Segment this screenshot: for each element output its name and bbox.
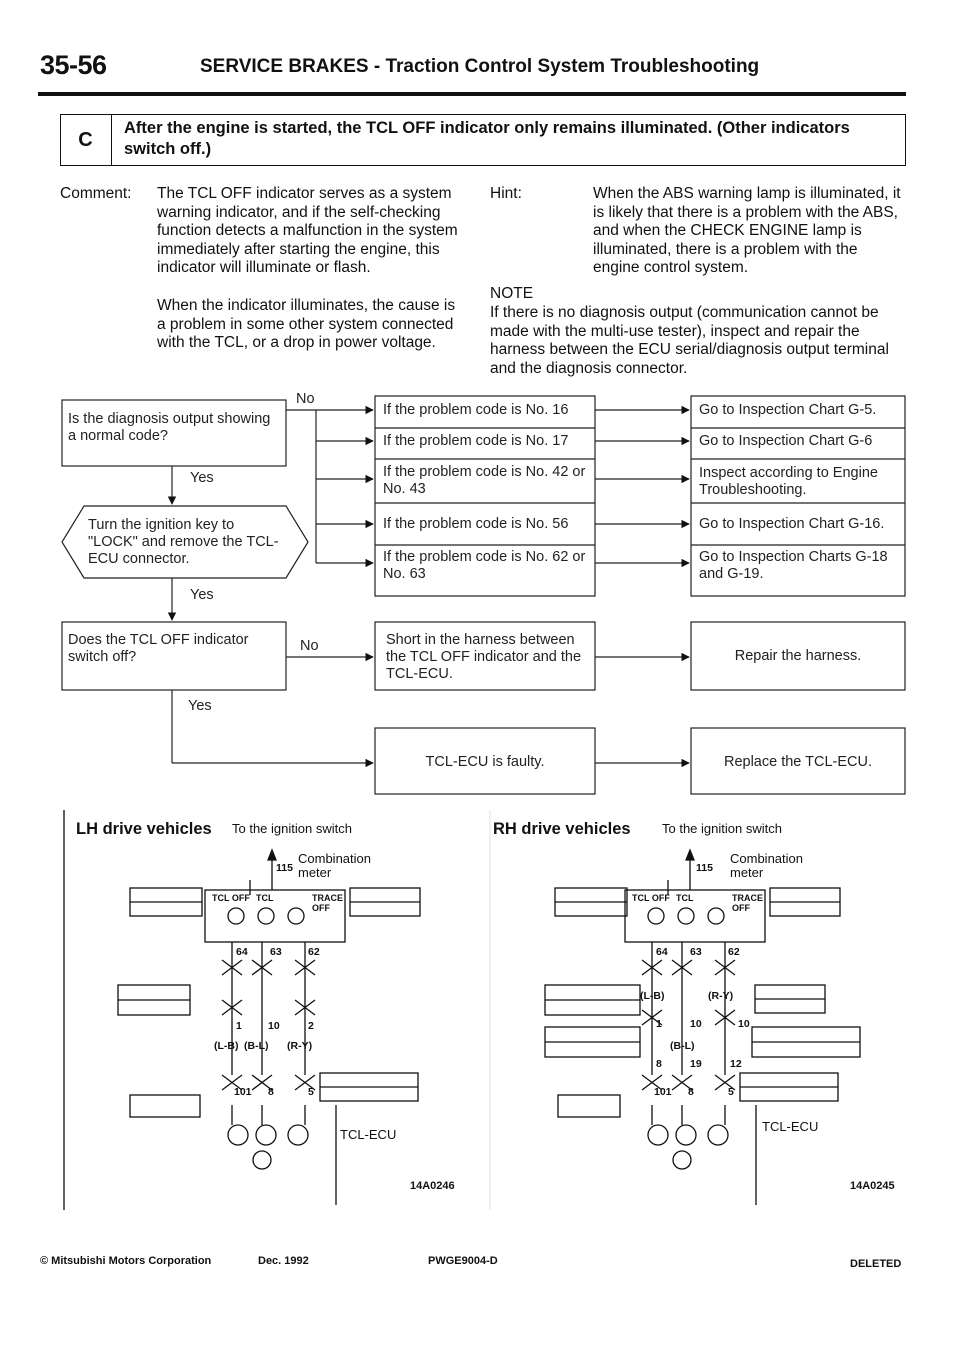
lh-pin-10: 10: [268, 1020, 280, 1032]
yes-label-1: Yes: [190, 470, 214, 486]
comment-label: Comment:: [60, 185, 132, 202]
rh-pin-5: 5: [728, 1086, 734, 1098]
yes-label-3: Yes: [188, 698, 212, 714]
action-engine: Inspect according to Engine Troubleshooting.: [699, 465, 878, 498]
question-2: Does the TCL OFF indicator switch off?: [68, 632, 249, 665]
hint-label: Hint:: [490, 185, 522, 202]
rh-lamp-tcl: TCL: [676, 893, 694, 903]
rh-lamp-tcl-off: TCL OFF: [632, 893, 670, 903]
lh-combination: Combination meter: [298, 851, 371, 880]
hint-text: When the ABS warning lamp is illuminated, it is likely that there is a problem with the ABS, and when the CHECK ENGINE lamp is illuminated, there is a problem with the engine control system.: [593, 185, 901, 276]
rh-wire-lb: (L-B): [640, 990, 665, 1002]
symptom-letter: C: [60, 114, 112, 166]
rh-wiring: [545, 850, 860, 1205]
rh-pin-101: 101: [654, 1086, 672, 1098]
footer-doc-code: PWGE9004-D: [428, 1255, 498, 1267]
code-16: If the problem code is No. 16: [383, 402, 569, 418]
note-label: NOTE: [490, 285, 534, 302]
code-17: If the problem code is No. 17: [383, 433, 569, 449]
rh-figure-code: 14A0245: [850, 1180, 895, 1192]
rh-pin-12: 12: [730, 1058, 742, 1070]
lh-pin-1: 1: [236, 1020, 242, 1032]
code-62-63: If the problem code is No. 62 or No. 63: [383, 549, 586, 582]
lh-ignition: To the ignition switch: [232, 821, 352, 836]
action-g18-g19: Go to Inspection Charts G-18 and G-19.: [699, 549, 888, 582]
lh-ecu-label: TCL-ECU: [340, 1127, 397, 1142]
page-title: SERVICE BRAKES - Traction Control System Troubleshooting: [200, 56, 760, 77]
lh-pin-2: 2: [308, 1020, 314, 1032]
rh-pin-8b: 8: [688, 1086, 694, 1098]
step-2: Turn the ignition key to "LOCK" and remove the TCL-ECU connector.: [88, 517, 279, 567]
rh-ecu-label: TCL-ECU: [762, 1119, 819, 1134]
symptom-text: After the engine is started, the TCL OFF indicator only remains illuminated. (Other indicators switch off.): [124, 119, 850, 158]
repair-text: Repair the harness.: [734, 648, 862, 664]
comment-paragraph-2: When the indicator illuminates, the cause is a problem in some other system connected with the TCL, or a drop in power voltage.: [157, 297, 456, 351]
code-42-43: If the problem code is No. 42 or No. 43: [383, 464, 586, 497]
lh-pin-64: 64: [236, 946, 248, 958]
footer-status: DELETED: [850, 1258, 902, 1270]
lh-lamp-trace-off: TRACE OFF: [312, 893, 343, 913]
rh-pin-115: 115: [696, 862, 713, 874]
lh-figure-code: 14A0246: [410, 1180, 455, 1192]
lh-title: LH drive vehicles: [76, 820, 212, 838]
rh-wire-bl: (B-L): [670, 1040, 695, 1052]
rh-pin-19: 19: [690, 1058, 702, 1070]
rh-pin-10b: 10: [738, 1018, 750, 1030]
rh-title: RH drive vehicles: [493, 820, 631, 838]
lh-wire-lb: (L-B): [214, 1040, 239, 1052]
action-g5: Go to Inspection Chart G-5.: [699, 402, 877, 418]
yes-label-2: Yes: [190, 587, 214, 603]
rh-pin-64: 64: [656, 946, 668, 958]
comment-paragraph-1: The TCL OFF indicator serves as a system warning indicator, and if the self-checking function detects a malfunction in the system immediately after starting the engine, this indicator will illuminate or flash.: [157, 185, 458, 276]
action-g16: Go to Inspection Chart G-16.: [699, 516, 885, 532]
lh-lamp-tcl-off: TCL OFF: [212, 893, 250, 903]
lh-pin-62: 62: [308, 946, 320, 958]
short-text: Short in the harness between the TCL OFF indicator and the TCL-ECU.: [386, 632, 582, 682]
rh-combination: Combination meter: [730, 851, 803, 880]
lh-pin-63: 63: [270, 946, 282, 958]
code-56: If the problem code is No. 56: [383, 516, 569, 532]
lh-lamp-tcl: TCL: [256, 893, 274, 903]
faulty-text: TCL-ECU is faulty.: [425, 754, 545, 770]
lh-pin-8: 8: [268, 1086, 274, 1098]
lh-pin-101: 101: [234, 1086, 252, 1098]
lh-pin-115: 115: [276, 862, 293, 874]
no-label-1: No: [296, 391, 315, 407]
page-number: 35-56: [40, 50, 107, 80]
note-text: If there is no diagnosis output (communication cannot be made with the multi-use tester), inspect and repair the harness between the ECU serial/diagnosis output terminal and the diagnosis connector.: [490, 304, 889, 377]
rh-ignition: To the ignition switch: [662, 821, 782, 836]
no-label-2: No: [300, 638, 319, 654]
rh-pin-62: 62: [728, 946, 740, 958]
action-g6: Go to Inspection Chart G-6: [699, 433, 873, 449]
rh-wire-ry: (R-Y): [708, 990, 734, 1002]
rh-pin-10a: 10: [690, 1018, 702, 1030]
rh-pin-63: 63: [690, 946, 702, 958]
lh-wire-ry: (R-Y): [287, 1040, 313, 1052]
footer-copyright: © Mitsubishi Motors Corporation: [40, 1255, 212, 1267]
lh-wire-bl: (B-L): [244, 1040, 269, 1052]
question-1: Is the diagnosis output showing a normal code?: [68, 411, 271, 444]
rh-pin-8: 8: [656, 1058, 662, 1070]
lh-pin-5: 5: [308, 1086, 314, 1098]
footer-date: Dec. 1992: [258, 1255, 309, 1267]
rh-pin-1: 1: [656, 1018, 662, 1030]
rh-lamp-trace-off: TRACE OFF: [732, 893, 763, 913]
replace-text: Replace the TCL-ECU.: [723, 754, 873, 770]
